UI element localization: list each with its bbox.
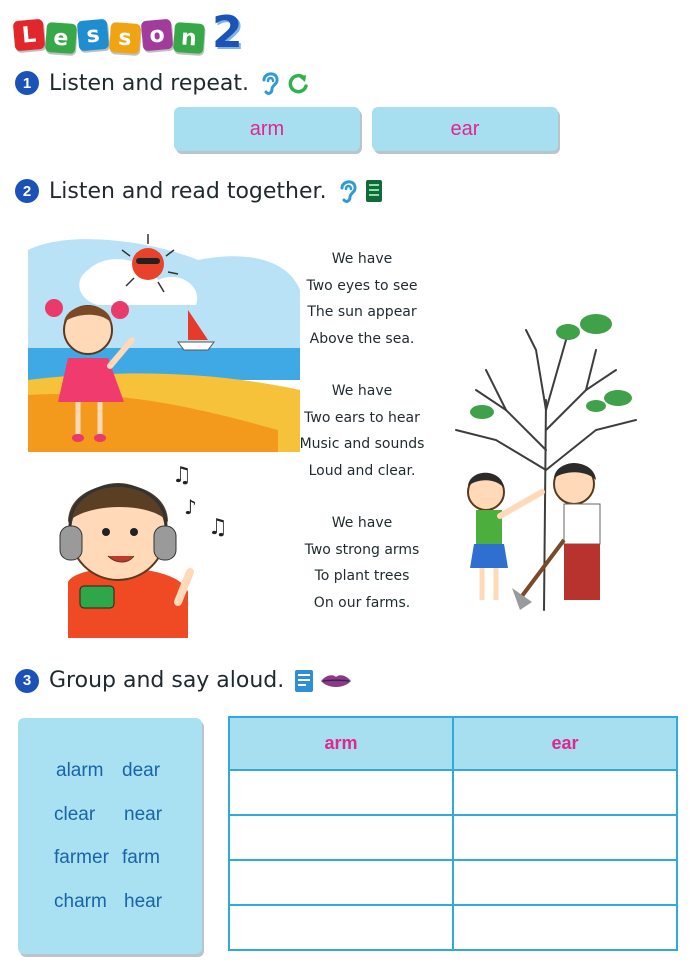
table-cell[interactable] [453, 770, 677, 815]
word-item: farm [122, 847, 160, 868]
table-cell[interactable] [229, 860, 453, 905]
word-item: alarm [56, 760, 104, 781]
poem-line: Loud and clear. [308, 462, 416, 479]
word-item: dear [122, 760, 161, 781]
word-item: charm [54, 891, 107, 912]
word-item: farmer [54, 847, 109, 868]
table-cell[interactable] [453, 860, 677, 905]
poem-stanza [286, 246, 438, 352]
poem-line: Above the sea. [309, 330, 415, 347]
table-header-ear: ear [453, 717, 677, 770]
word-item: clear [54, 804, 96, 825]
svg-text:♪: ♪ [184, 495, 197, 519]
poem-line: Two strong arms [304, 541, 420, 558]
poem [286, 246, 438, 642]
document-icon [294, 669, 314, 693]
ear-icon [337, 178, 359, 204]
table-cell[interactable] [229, 815, 453, 860]
table-cell[interactable] [229, 770, 453, 815]
poem-line: We have [331, 251, 393, 267]
beach-girl-illustration [28, 230, 300, 456]
poem-line: The sun appear [307, 304, 417, 320]
section-title: Group and say aloud. [49, 668, 285, 693]
table-cell[interactable] [453, 905, 677, 950]
grouping-table [228, 716, 678, 951]
section-title: Listen and read together. [49, 178, 327, 204]
table-row [229, 770, 677, 815]
poem-line: We have [331, 515, 393, 531]
poem-line: On our farms. [313, 594, 411, 611]
poem-line: We have [331, 383, 393, 399]
word-card-ear[interactable]: ear [372, 107, 558, 151]
lips-icon [320, 672, 352, 690]
title-letter-tile: L [13, 19, 46, 52]
title-letter-tile: n [173, 22, 205, 54]
table-row [229, 815, 677, 860]
poem-line: To plant trees [314, 568, 410, 584]
title-letter-tile: o [141, 19, 174, 52]
poem-line: Music and sounds [299, 436, 425, 452]
title-letter-tile: s [109, 22, 141, 54]
poem-line: Two ears to hear [304, 409, 420, 426]
word-box [18, 718, 202, 954]
poem-line: Two eyes to see [306, 277, 418, 294]
book-icon [365, 179, 383, 203]
table-cell[interactable] [229, 905, 453, 950]
title-letter-tile: s [77, 19, 110, 52]
headphones-boy-illustration [48, 452, 248, 642]
word-card-arm[interactable]: arm [174, 107, 360, 151]
ear-icon [259, 70, 281, 96]
lesson-number: 2 [212, 6, 243, 58]
title-letter-tile: e [45, 22, 77, 54]
table-cell[interactable] [453, 815, 677, 860]
table-header-arm: arm [229, 717, 453, 770]
section-3-heading [15, 668, 352, 693]
section-2-heading [15, 178, 383, 204]
word-item: hear [124, 891, 163, 912]
word-item: near [124, 804, 163, 825]
lesson-title [14, 6, 243, 58]
svg-text:♫: ♫ [208, 515, 228, 540]
section-title: Listen and repeat. [49, 70, 250, 96]
section-1-heading [15, 70, 311, 96]
poem-stanza [286, 510, 438, 616]
section-number: 1 [15, 71, 39, 95]
table-row [229, 905, 677, 950]
section-number: 3 [15, 669, 39, 693]
svg-text:♫: ♫ [172, 463, 192, 488]
poem-stanza [286, 378, 438, 484]
table-row [229, 860, 677, 905]
repeat-arrow-icon [287, 71, 311, 95]
section-number: 2 [15, 179, 39, 203]
planting-tree-illustration [446, 310, 658, 624]
